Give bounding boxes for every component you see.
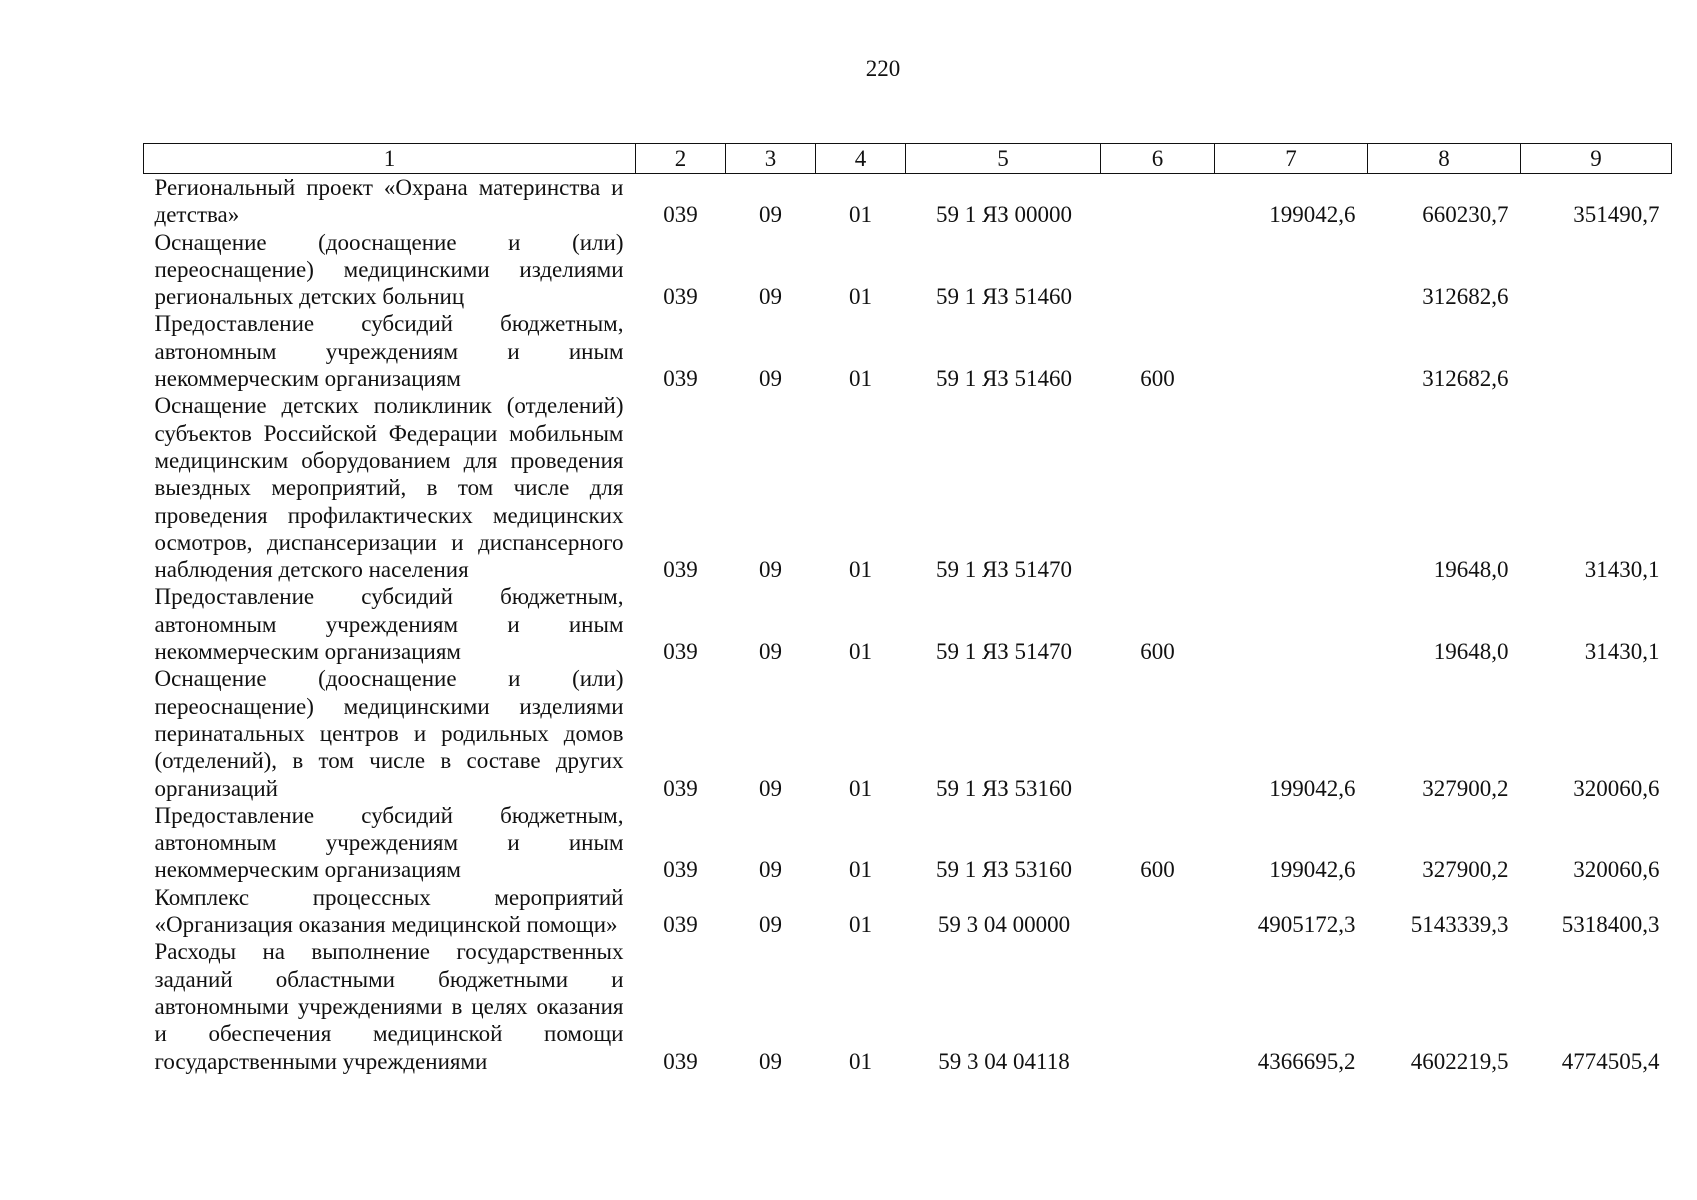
table-row <box>144 392 1672 583</box>
cell-section: 09 <box>759 775 782 801</box>
cell-amount-8: 327900,2 <box>1422 775 1509 801</box>
cell-ministry-code: 039 <box>663 1048 698 1074</box>
row-name: Оснащение (дооснащение и (или) переоснащение) медицинскими изделиями региональных детских больниц <box>154 229 624 310</box>
cell-section: 09 <box>759 912 782 938</box>
cell-expense-type <box>1101 884 1215 939</box>
header-cell-6: 6 <box>1101 144 1215 174</box>
cell-amount-9: 31430,1 <box>1584 557 1660 583</box>
cell-target-code: 59 1 ЯЗ 51460 <box>935 366 1073 392</box>
header-cell-9: 9 <box>1521 144 1672 174</box>
cell-amount-7: 4366695,2 <box>1257 1048 1356 1074</box>
cell-amount-9: 5318400,3 <box>1561 912 1660 938</box>
cell-subsection: 01 <box>849 366 872 392</box>
cell-amount-7: 4905172,3 <box>1257 912 1356 938</box>
cell-expense-type: 600 <box>1140 857 1175 883</box>
table-row <box>144 229 1672 311</box>
budget-table <box>143 143 1672 1075</box>
cell-ministry-code: 039 <box>663 639 698 665</box>
header-cell-3: 3 <box>726 144 816 174</box>
cell-amount-9: 31430,1 <box>1584 639 1660 665</box>
cell-section: 09 <box>759 857 782 883</box>
cell-target-code: 59 1 ЯЗ 00000 <box>935 202 1073 228</box>
cell-ministry-code: 039 <box>663 557 698 583</box>
cell-amount-9 <box>1521 229 1672 311</box>
cell-expense-type: 600 <box>1140 639 1175 665</box>
table-row <box>144 884 1672 939</box>
header-cell-4: 4 <box>816 144 906 174</box>
cell-target-code: 59 1 ЯЗ 51470 <box>935 639 1073 665</box>
row-name: Оснащение (дооснащение и (или) переоснащение) медицинскими изделиями перинатальных центров и родильных домов (отделений), в том числе в составе других организаций <box>154 666 624 801</box>
cell-ministry-code: 039 <box>663 284 698 310</box>
cell-ministry-code: 039 <box>663 775 698 801</box>
cell-subsection: 01 <box>849 912 872 938</box>
cell-target-code: 59 1 ЯЗ 51460 <box>935 284 1073 310</box>
cell-target-code: 59 3 04 04118 <box>938 1048 1070 1074</box>
cell-amount-8: 660230,7 <box>1422 202 1509 228</box>
row-name: Предоставление субсидий бюджетным, автономным учреждениям и иным некоммерческим организациям <box>154 802 624 883</box>
table-row <box>144 583 1672 665</box>
cell-subsection: 01 <box>849 557 872 583</box>
row-name: Расходы на выполнение государственных заданий областными бюджетными и автономными учреждениями в целях оказания и обеспечения медицинской помощи государственными учреждениями <box>154 939 624 1074</box>
cell-amount-7 <box>1215 583 1368 665</box>
cell-expense-type <box>1101 938 1215 1074</box>
cell-amount-8: 312682,6 <box>1422 366 1509 392</box>
cell-expense-type: 600 <box>1140 366 1175 392</box>
cell-amount-7: 199042,6 <box>1269 857 1356 883</box>
cell-expense-type <box>1101 665 1215 801</box>
table-row <box>144 310 1672 392</box>
cell-amount-8: 312682,6 <box>1422 284 1509 310</box>
header-cell-2: 2 <box>636 144 726 174</box>
cell-amount-8: 19648,0 <box>1433 557 1509 583</box>
cell-subsection: 01 <box>849 857 872 883</box>
cell-amount-9: 351490,7 <box>1573 202 1660 228</box>
cell-section: 09 <box>759 557 782 583</box>
cell-section: 09 <box>759 639 782 665</box>
row-name: Предоставление субсидий бюджетным, автономным учреждениям и иным некоммерческим организациям <box>154 311 624 392</box>
table-row <box>144 802 1672 884</box>
cell-section: 09 <box>759 366 782 392</box>
cell-subsection: 01 <box>849 202 872 228</box>
cell-amount-7: 199042,6 <box>1269 202 1356 228</box>
row-name: Региональный проект «Охрана материнства и детства» <box>154 175 624 228</box>
page-number: 220 <box>865 56 901 81</box>
cell-subsection: 01 <box>849 1048 872 1074</box>
cell-amount-8: 4602219,5 <box>1410 1048 1509 1074</box>
row-name: Предоставление субсидий бюджетным, автономным учреждениям и иным некоммерческим организациям <box>154 584 624 665</box>
header-cell-1: 1 <box>144 144 636 174</box>
cell-target-code: 59 1 ЯЗ 51470 <box>935 557 1073 583</box>
cell-section: 09 <box>759 284 782 310</box>
cell-amount-9: 320060,6 <box>1573 775 1660 801</box>
cell-section: 09 <box>759 1048 782 1074</box>
table-row <box>144 665 1672 801</box>
cell-expense-type <box>1101 229 1215 311</box>
cell-subsection: 01 <box>849 639 872 665</box>
row-name: Оснащение детских поликлиник (отделений) субъектов Российской Федерации мобильным медицинским оборудованием для проведения выездных мероприятий, в том числе для проведения профилактических медицинских осмотров, диспансеризации и диспансерного наблюдения детского населения <box>154 393 624 583</box>
cell-amount-9 <box>1521 310 1672 392</box>
cell-amount-7 <box>1215 229 1368 311</box>
cell-amount-8: 19648,0 <box>1433 639 1509 665</box>
cell-ministry-code: 039 <box>663 366 698 392</box>
cell-ministry-code: 039 <box>663 912 698 938</box>
table-row <box>144 174 1672 229</box>
cell-expense-type <box>1101 392 1215 583</box>
cell-amount-7 <box>1215 310 1368 392</box>
cell-subsection: 01 <box>849 775 872 801</box>
header-cell-8: 8 <box>1368 144 1521 174</box>
cell-ministry-code: 039 <box>663 202 698 228</box>
cell-amount-7: 199042,6 <box>1269 775 1356 801</box>
cell-amount-9: 320060,6 <box>1573 857 1660 883</box>
cell-target-code: 59 1 ЯЗ 53160 <box>935 775 1073 801</box>
cell-section: 09 <box>759 202 782 228</box>
table-row <box>144 938 1672 1074</box>
cell-subsection: 01 <box>849 284 872 310</box>
cell-amount-8: 5143339,3 <box>1410 912 1509 938</box>
header-cell-5: 5 <box>906 144 1101 174</box>
cell-amount-7 <box>1215 392 1368 583</box>
cell-target-code: 59 3 04 00000 <box>937 912 1071 938</box>
cell-target-code: 59 1 ЯЗ 53160 <box>935 857 1073 883</box>
header-cell-7: 7 <box>1215 144 1368 174</box>
header-row <box>144 144 1672 174</box>
row-name: Комплекс процессных мероприятий «Организация оказания медицинской помощи» <box>154 884 624 938</box>
cell-ministry-code: 039 <box>663 857 698 883</box>
cell-expense-type <box>1101 174 1215 229</box>
cell-amount-8: 327900,2 <box>1422 857 1509 883</box>
cell-amount-9: 4774505,4 <box>1561 1048 1660 1074</box>
